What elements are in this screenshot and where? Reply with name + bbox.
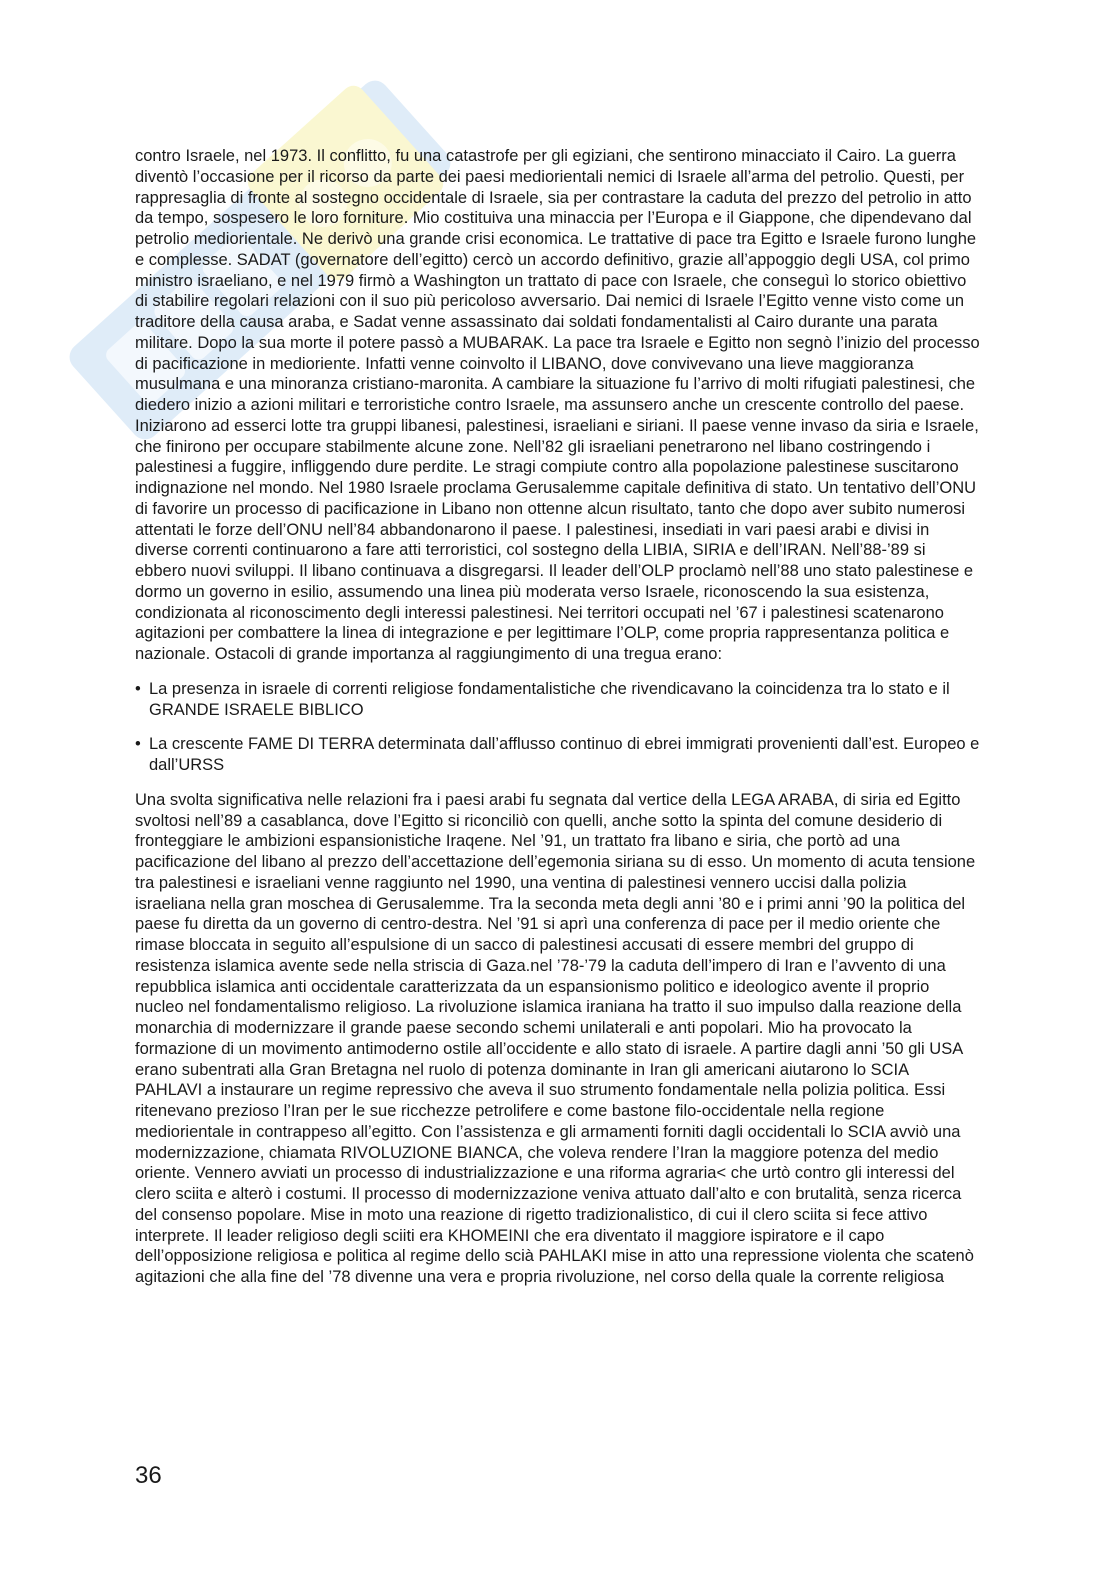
- bullet-item-2: • La crescente FAME DI TERRA determinata dall’afflusso continuo di ebrei immigrati provenienti dall’est. Europeo e dall’URSS: [135, 734, 980, 776]
- page-number: 36: [135, 1462, 162, 1489]
- page-body: [135, 146, 980, 1288]
- paragraph-2: Una svolta significativa nelle relazioni fra i paesi arabi fu segnata dal vertice della LEGA ARABA, di siria ed Egitto svoltosi nell’89 a casablanca, dove l’Egitto si riconciliò con quelli, anche sotto la spinta del comune desiderio di fronteggiare le ambizioni espansionistiche Iraqene. Nel ’91, un trattato fra libano e siria, che portò ad una pacificazione del libano al prezzo dell’accettazione dell’egemonia siriana su di esso. Un momento di acuta tensione tra palestinesi e israeliani venne raggiunto nel 1990, una ventina di palestinesi vennero uccisi dalla polizia israeliana nella gran moschea di Gerusalemme. Tra la seconda meta degli anni ’80 e i primi anni ’90 la politica del paese fu diretta da un governo di centro-destra. Nel ’91 si aprì una conferenza di pace per il medio oriente che rimase bloccata in seguito all’espulsione di un sacco di palestinesi accusati di essere membri del gruppo di resistenza islamica avente sede nella striscia di Gaza.nel ’78-’79 la caduta dell’impero di Iran e l’avvento di una repubblica islamica anti occidentale caratterizzata da un espansionismo politico e ideologico avente il proprio nucleo nel fondamentalismo religioso. La rivoluzione islamica iraniana ha tratto il suo impulso dalla reazione della monarchia di modernizzare il grande paese secondo schemi unilaterali e anti popolari. Mio ha provocato la formazione di un movimento antimoderno ostile all’occidente e allo stato di israele. A partire dagli anni ’50 gli USA erano subentrati alla Gran Bretagna nel ruolo di potenza dominante in Iran gli americani aiutarono lo SCIA PAHLAVI a instaurare un regime repressivo che aveva il suo strumento fondamentale nella polizia politica. Essi ritenevano prezioso l’Iran per le sue ricchezze petrolifere e come bastone filo-occidentale nella regione mediorientale in contrappeso all’egitto. Con l’assistenza e gli armamenti forniti dagli occidentali lo SCIA avviò una modernizzazione, chiamata RIVOLUZIONE BIANCA, che voleva rendere l’Iran la maggiore potenza del medio oriente. Vennero avviati un processo di industrializzazione e una riforma agraria< che urtò contro gli interessi del clero sciita e alterò i costumi. Il processo di modernizzazione veniva attuato dall’alto e con brutalità, senza ricerca del consenso popolare. Mise in moto una reazione di rigetto tradizionalistico, di cui il clero sciita si fece attivo interprete. Il leader religioso degli sciiti era KHOMEINI che era diventato il maggiore ispiratore e il capo dell’opposizione religiosa e politica al regime dello scià PAHLAKI mise in atto una repressione violenta che scatenò agitazioni che alla fine del ’78 divenne una vera e propria rivoluzione, nel corso della quale la corrente religiosa: [135, 790, 976, 1286]
- bullet-list: [135, 679, 980, 776]
- paragraph-1: contro Israele, nel 1973. Il conflitto, fu una catastrofe per gli egiziani, che sentirono minacciato il Cairo. La guerra diventò l’occasione per il ricorso da parte dei paesi mediorientali nemici di Israele all’arma del petrolio. Questi, per rappresaglia di fronte al sostegno occidentale di Israele, sia per contrastare la caduta del prezzo del petrolio in atto da tempo, sospesero le loro forniture. Mio costituiva una minaccia per l’Europa e il Giappone, che dipendevano dal petrolio mediorientale. Ne derivò una grande crisi economica. Le trattative di pace tra Egitto e Israele furono lunghe e complesse. SADAT (governatore dell’egitto) cercò un accordo definitivo, grazie all’appoggio degli USA, col primo ministro israeliano, e nel 1979 firmò a Washington un trattato di pace con Israele, che conseguì lo storico obiettivo di stabilire regolari relazioni con il suo più pericoloso avversario. Dai nemici di Israele l’Egitto venne visto come un traditore della causa araba, e Sadat venne assassinato dai soldati fondamentalisti al Cairo durante una parata militare. Dopo la sua morte il potere passò a MUBARAK. La pace tra Israele e Egitto non segnò l’inizio del processo di pacificazione in medioriente. Infatti venne coinvolto il LIBANO, dove convivevano una lieve maggioranza musulmana e una minoranza cristiano-maronita. A cambiare la situazione fu l’arrivo di molti rifugiati palestinesi, che diedero inizio a azioni militari e terroristiche contro Israele, ma assunsero anche un crescente controllo del paese. Iniziarono ad esserci lotte tra gruppi libanesi, palestinesi, israeliani e siriani. Il paese venne invaso da siria e Israele, che finirono per occupare stabilmente alcune zone. Nell’82 gli israeliani penetrarono nel libano costringendo i palestinesi a fuggire, infliggendo dure perdite. Le stragi compiute contro alla popolazione palestinese suscitarono indignazione nel mondo. Nel 1980 Israele proclama Gerusalemme capitale definitiva di stato. Un tentativo dell’ONU di favorire un processo di pacificazione in Libano non ottenne alcun risultato, tanto che dopo aver subito numerosi attentati le forze dell’ONU nell’84 abbandonarono il paese. I palestinesi, insediati in vari paesi arabi e divisi in diverse correnti continuarono a fare atti terroristici, col sostegno della LIBIA, SIRIA e dell’IRAN. Nell’88-’89 si ebbero nuovi sviluppi. Il libano continuava a disgregarsi. Il leader dell’OLP proclamò nell’88 uno stato palestinese e dormo un governo in esilio, assumendo una linea più moderata verso Israele, riconoscendo la sua esistenza, condizionata al riconoscimento degli interessi palestinesi. Nei territori occupati nel ’67 i palestinesi scatenarono agitazioni per combattere la linea di integrazione e per legittimare l’OLP, come propria rappresentanza politica e nazionale. Ostacoli di grande importanza al raggiungimento di una tregua erano:: [135, 147, 980, 663]
- bullet-item-1: • La presenza in israele di correnti religiose fondamentalistiche che rivendicavano la coincidenza tra lo stato e il GRANDE ISRAELE BIBLICO: [135, 679, 980, 721]
